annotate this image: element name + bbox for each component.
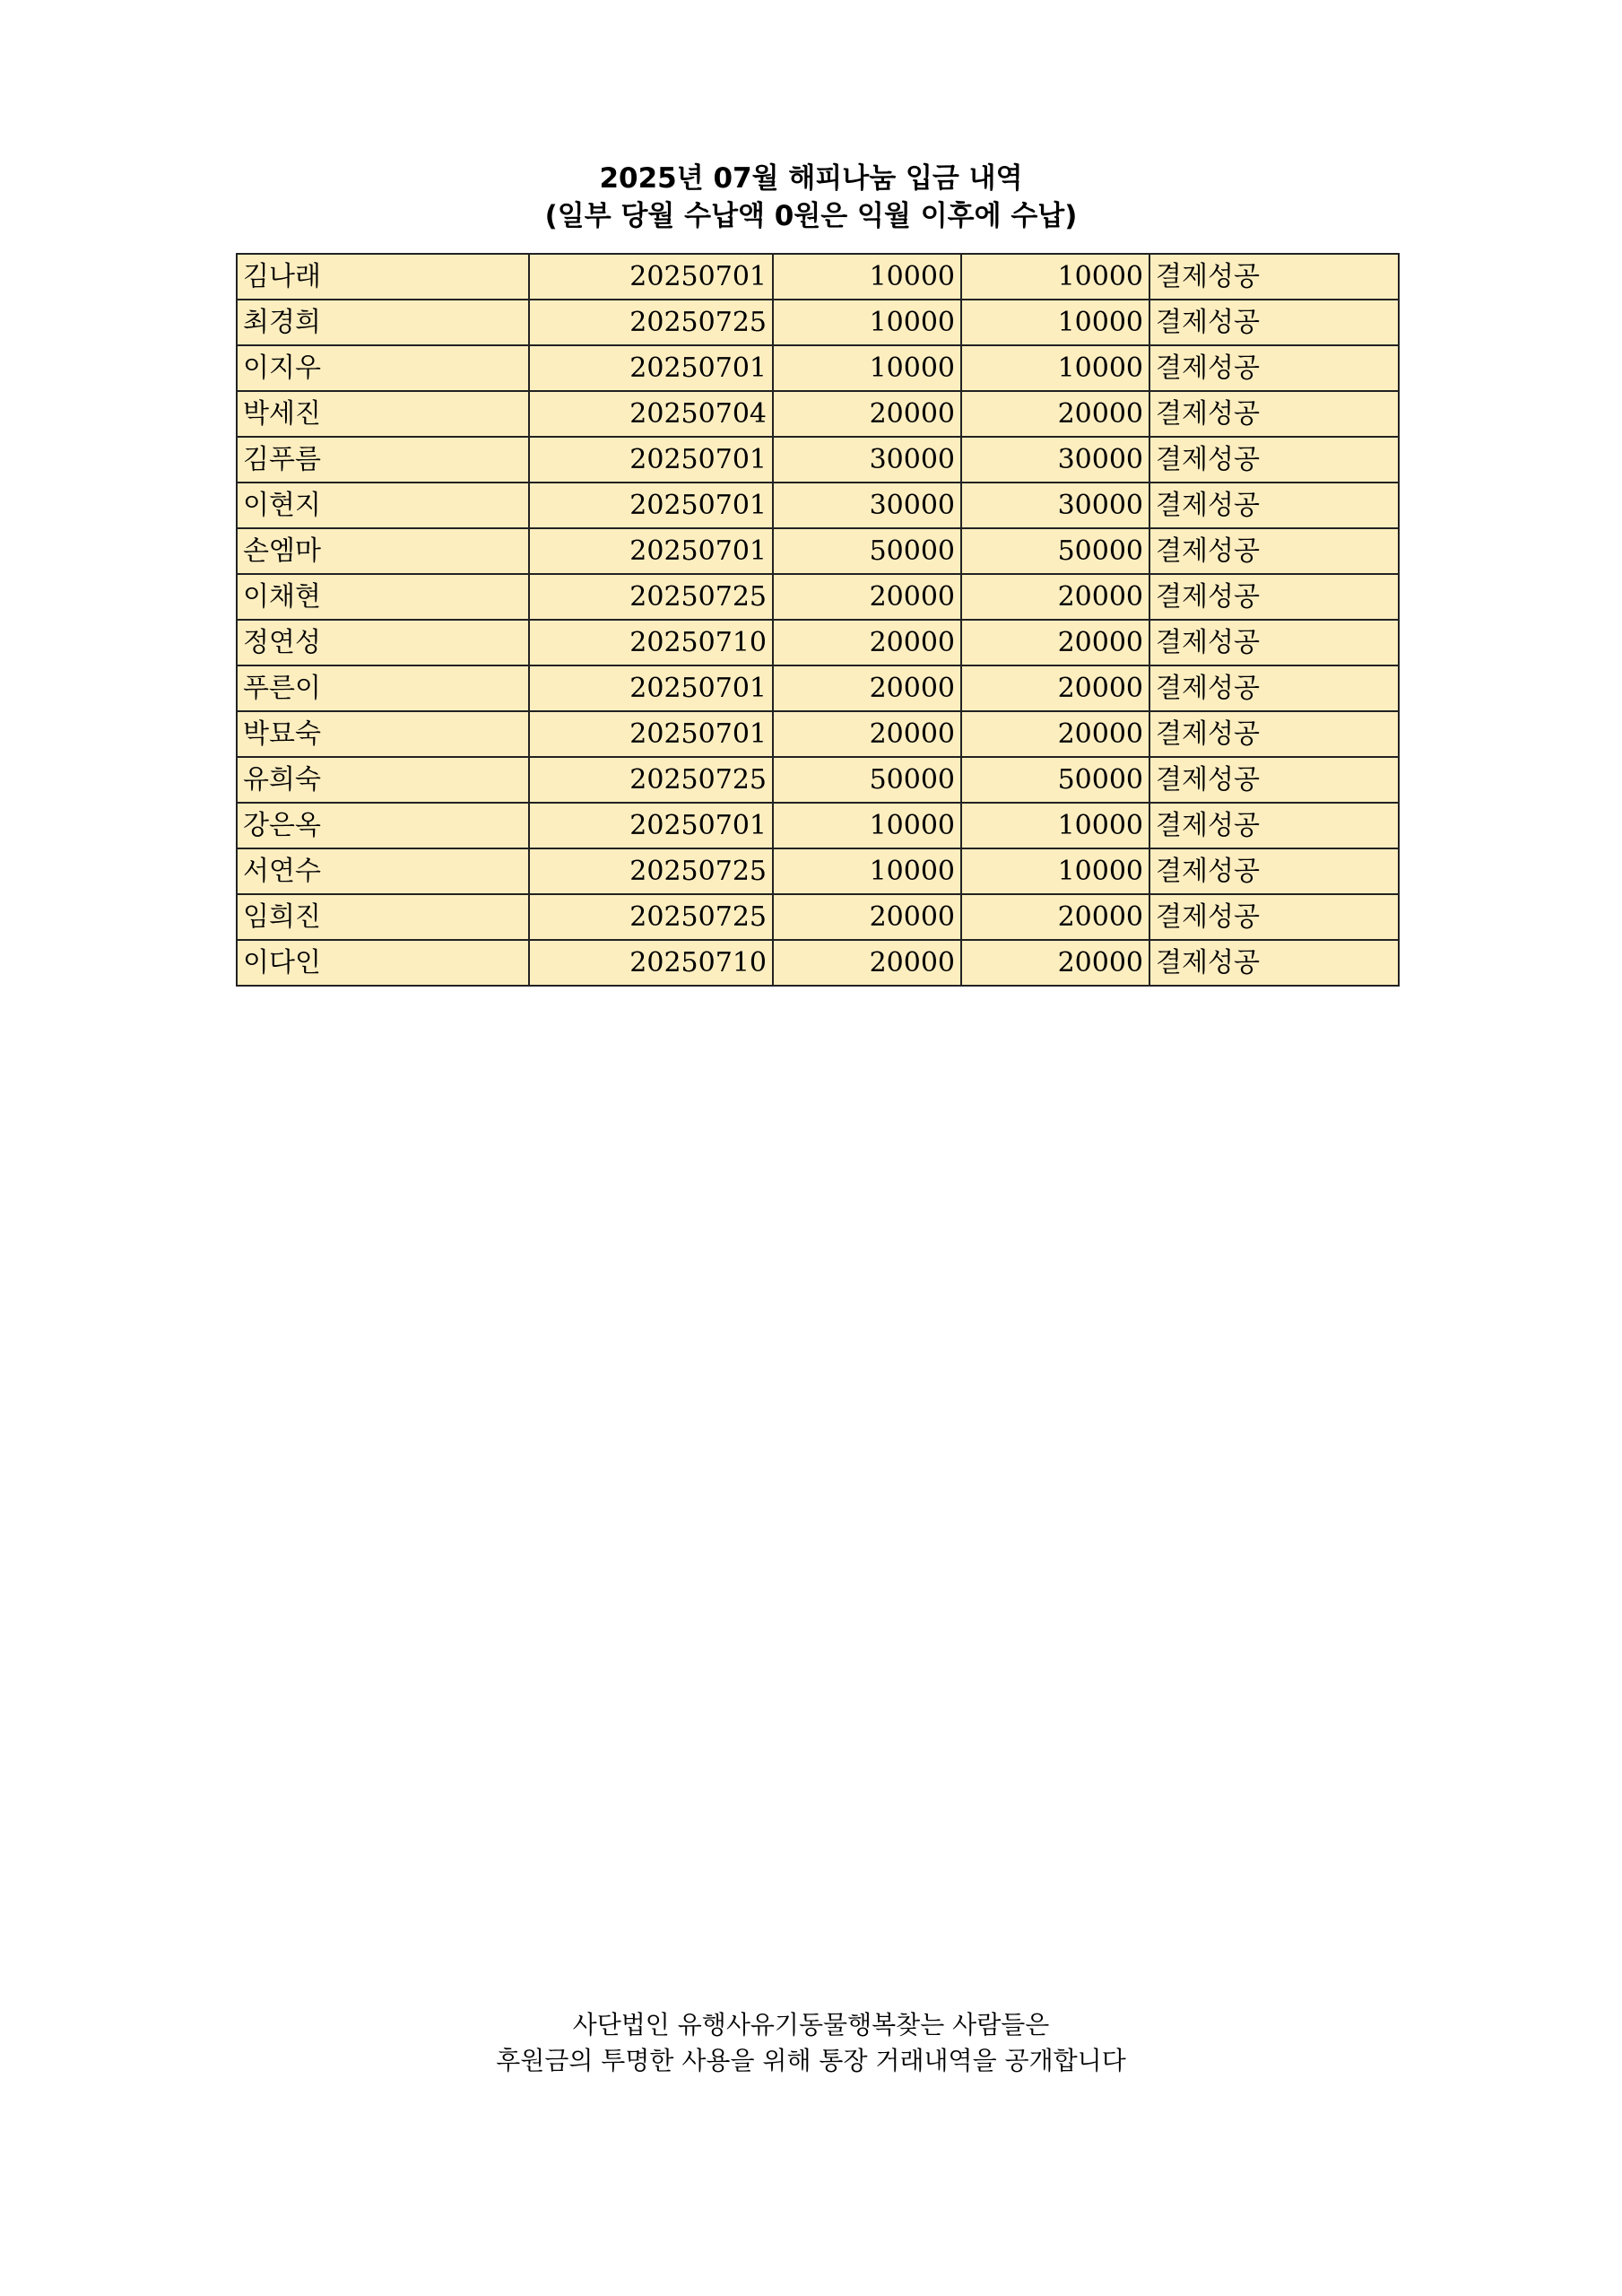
pledged-amount-cell: 20000 [773,940,961,986]
pledged-amount-cell: 50000 [773,757,961,803]
donor-name-cell: 김푸름 [237,437,529,483]
paid-amount-cell: 30000 [961,437,1149,483]
paid-amount-cell: 10000 [961,345,1149,391]
donor-name-cell: 이지우 [237,345,529,391]
table-row [237,894,1399,940]
payment-status-cell: 결제성공 [1149,574,1399,620]
table-row [237,757,1399,803]
paid-amount-cell: 10000 [961,803,1149,848]
pledged-amount-cell: 10000 [773,254,961,300]
table-row [237,483,1399,528]
donor-name-cell: 이채현 [237,574,529,620]
donor-name-cell: 박묘숙 [237,711,529,757]
donor-name-cell: 최경희 [237,300,529,345]
payment-status-cell: 결제성공 [1149,848,1399,894]
table-row [237,848,1399,894]
deposit-table-body [237,254,1399,986]
paid-amount-cell: 10000 [961,254,1149,300]
table-row [237,574,1399,620]
payment-status-cell: 결제성공 [1149,940,1399,986]
deposit-date-cell: 20250701 [529,345,773,391]
donor-name-cell: 푸른이 [237,665,529,711]
donor-name-cell: 서연수 [237,848,529,894]
donor-name-cell: 유희숙 [237,757,529,803]
deposit-date-cell: 20250701 [529,665,773,711]
paid-amount-cell: 50000 [961,528,1149,574]
payment-status-cell: 결제성공 [1149,757,1399,803]
donor-name-cell: 박세진 [237,391,529,437]
page-title: 2025년 07월 해피나눔 입금 내역 [599,162,1023,195]
pledged-amount-cell: 10000 [773,300,961,345]
payment-status-cell: 결제성공 [1149,894,1399,940]
pledged-amount-cell: 50000 [773,528,961,574]
deposit-date-cell: 20250725 [529,574,773,620]
paid-amount-cell: 20000 [961,894,1149,940]
deposit-date-cell: 20250701 [529,254,773,300]
paid-amount-cell: 20000 [961,711,1149,757]
donor-name-cell: 임희진 [237,894,529,940]
deposit-date-cell: 20250725 [529,757,773,803]
pledged-amount-cell: 20000 [773,711,961,757]
deposit-table [236,253,1400,987]
donor-name-cell: 이다인 [237,940,529,986]
pledged-amount-cell: 20000 [773,574,961,620]
pledged-amount-cell: 30000 [773,483,961,528]
table-row [237,711,1399,757]
table-row [237,300,1399,345]
pledged-amount-cell: 20000 [773,620,961,665]
donor-name-cell: 정연성 [237,620,529,665]
deposit-date-cell: 20250725 [529,300,773,345]
deposit-date-cell: 20250710 [529,940,773,986]
paid-amount-cell: 10000 [961,848,1149,894]
deposit-date-cell: 20250701 [529,483,773,528]
table-row [237,620,1399,665]
payment-status-cell: 결제성공 [1149,803,1399,848]
payment-status-cell: 결제성공 [1149,300,1399,345]
pledged-amount-cell: 20000 [773,894,961,940]
paid-amount-cell: 20000 [961,620,1149,665]
table-row [237,437,1399,483]
table-row [237,803,1399,848]
paid-amount-cell: 20000 [961,665,1149,711]
payment-status-cell: 결제성공 [1149,665,1399,711]
payment-status-cell: 결제성공 [1149,483,1399,528]
payment-status-cell: 결제성공 [1149,437,1399,483]
document-header [0,160,1622,235]
pledged-amount-cell: 10000 [773,848,961,894]
deposit-date-cell: 20250701 [529,711,773,757]
payment-status-cell: 결제성공 [1149,391,1399,437]
deposit-date-cell: 20250710 [529,620,773,665]
paid-amount-cell: 20000 [961,940,1149,986]
payment-status-cell: 결제성공 [1149,528,1399,574]
deposit-date-cell: 20250701 [529,803,773,848]
deposit-date-cell: 20250725 [529,848,773,894]
table-row [237,940,1399,986]
paid-amount-cell: 20000 [961,574,1149,620]
donor-name-cell: 강은옥 [237,803,529,848]
deposit-date-cell: 20250725 [529,894,773,940]
page-subtitle: (일부 당월 수납액 0원은 익월 이후에 수납) [544,200,1078,232]
pledged-amount-cell: 10000 [773,345,961,391]
footer-line-1: 사단법인 유행사유기동물행복찾는 사람들은 [572,2010,1050,2039]
footer-line-2: 후원금의 투명한 사용을 위해 통장 거래내역을 공개합니다 [496,2046,1126,2075]
paid-amount-cell: 50000 [961,757,1149,803]
payment-status-cell: 결제성공 [1149,711,1399,757]
pledged-amount-cell: 20000 [773,391,961,437]
pledged-amount-cell: 30000 [773,437,961,483]
table-row [237,528,1399,574]
payment-status-cell: 결제성공 [1149,345,1399,391]
donor-name-cell: 이현지 [237,483,529,528]
payment-status-cell: 결제성공 [1149,254,1399,300]
deposit-date-cell: 20250701 [529,528,773,574]
footer-notice [0,2007,1622,2079]
table-row [237,254,1399,300]
pledged-amount-cell: 10000 [773,803,961,848]
payment-status-cell: 결제성공 [1149,620,1399,665]
donor-name-cell: 김나래 [237,254,529,300]
paid-amount-cell: 10000 [961,300,1149,345]
pledged-amount-cell: 20000 [773,665,961,711]
table-row [237,345,1399,391]
table-row [237,391,1399,437]
donor-name-cell: 손엠마 [237,528,529,574]
paid-amount-cell: 30000 [961,483,1149,528]
table-row [237,665,1399,711]
paid-amount-cell: 20000 [961,391,1149,437]
deposit-date-cell: 20250701 [529,437,773,483]
deposit-date-cell: 20250704 [529,391,773,437]
